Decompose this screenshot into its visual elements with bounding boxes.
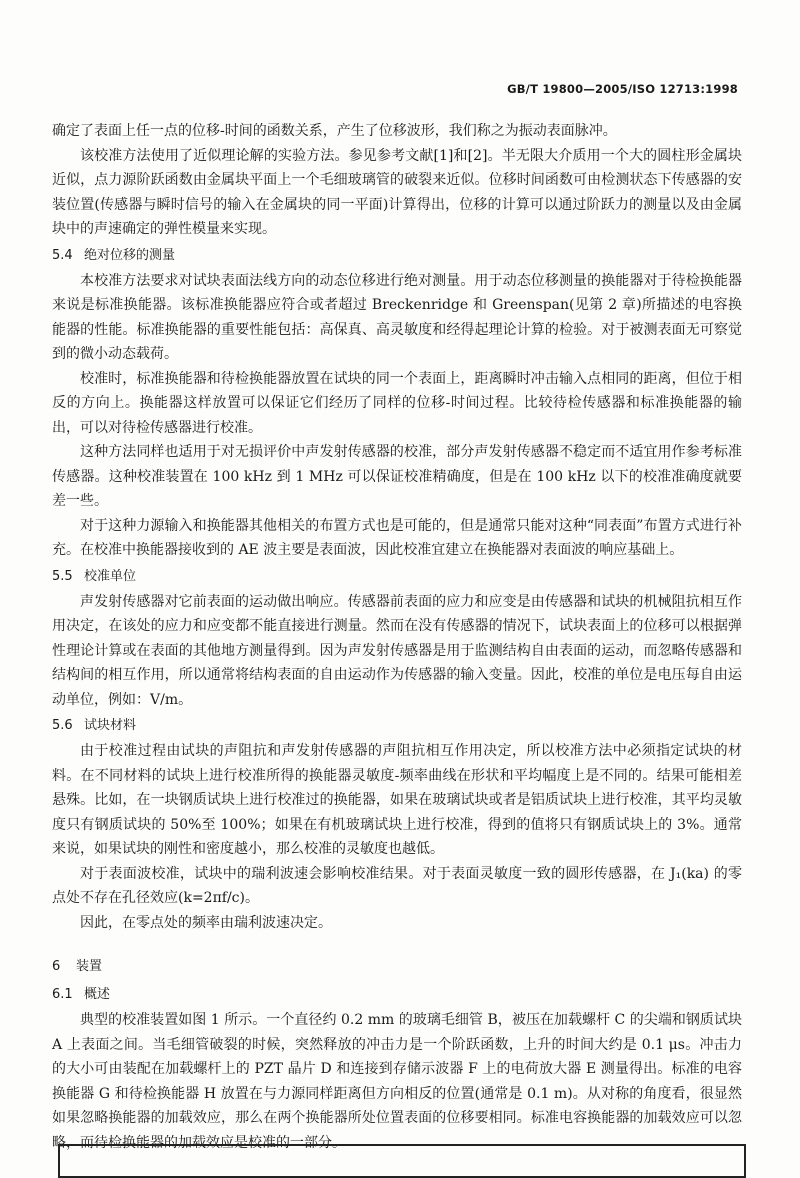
subsection-heading — [52, 242, 742, 269]
section-gap — [52, 935, 742, 943]
paragraph: 本校准方法要求对试块表面法线方向的动态位移进行绝对测量。用于动态位移测量的换能器对于待检换能器来说是标准换能器。该标准换能器应符合或者超过 Breckenridge 和 Greenspan(见第 2 章)所描述的电容换能器的性能。标准换能器的重要性能包括：高保真、高灵敏度和经得起理论计算的检验。对于被测表面无可察觉到的微小动态载荷。 — [52, 272, 742, 362]
heading-number: 5.5 — [52, 568, 73, 584]
paragraph: 对于这种力源输入和换能器其他相关的布置方式也是可能的，但是通常只能对这种“同表面”布置方式进行补充。在校准中换能器接收到的 AE 波主要是表面波，因此校准宜建立在换能器对表面波的响应基础上。 — [52, 517, 742, 558]
paragraph: 典型的校准装置如图 1 所示。一个直径约 0.2 mm 的玻璃毛细管 B，被压在加载螺杆 C 的尖端和钢质试块 A 上表面之间。当毛细管破裂的时候，突然释放的冲击力是一个阶跃函数，上升的时间大约是 0.1 μs。冲击力的大小可由装配在加载螺杆上的 PZT 晶片 D 和连接到存储示波器 F 上的电荷放大器 E 测量得出。标准的电容换能器 G 和待检换能器 H 放置在与力源同样距离但方向相反的位置(通常是 0.1 m)。从对称的角度看，很显然如果忽略换能器的加载效应，那么在两个换能器所处位置表面的位移要相同。标准电容换能器的加载效应可以忽略，而待检换能器的加载效应是校准的一部分。 — [52, 1012, 742, 1151]
document-body — [52, 119, 742, 1155]
paragraph: 对于表面波校准，试块中的瑞利波速会影响校准结果。对于表面灵敏度一致的圆形传感器，在 J₁(ka) 的零点处不存在孔径效应(k=2πf/c)。 — [52, 865, 742, 906]
paragraph: 校准时，标准换能器和待检换能器放置在试块的同一个表面上，距离瞬时冲击输入点相同的距离，但位于相反的方向上。换能器这样放置可以保证它们经历了同样的位移-时间过程。比较待检传感器和标准换能器的输出，可以对待检传感器进行校准。 — [52, 370, 742, 436]
heading-title: 装置 — [76, 959, 103, 974]
heading-number: 6.1 — [52, 987, 73, 1002]
subsection-heading — [52, 712, 742, 739]
paragraph: 这种方法同样也适用于对无损评价中声发射传感器的校准，部分声发射传感器不稳定而不适宜用作参考标准传感器。这种校准装置在 100 kHz 到 1 MHz 可以保证校准精确度，但是在 100 kHz 以下的校准准确度就要差一些。 — [52, 444, 742, 509]
paragraph: 由于校准过程由试块的声阻抗和声发射传感器的声阻抗相互作用决定，所以校准方法中必须指定试块的材料。在不同材料的试块上进行校准所得的换能器灵敏度-频率曲线在形状和平均幅度上是不同的。结果可能相差悬殊。比如，在一块钢质试块上进行校准过的换能器，如果在玻璃试块或者是铝质试块上进行校准，其平均灵敏度只有钢质试块的 50%至 100%；如果在有机玻璃试块上进行校准，得到的值将只有钢质试块上的 3%。通常来说，如果试块的刚性和密度越小，那么校准的灵敏度也越低。 — [52, 743, 742, 857]
subsection-heading — [52, 981, 742, 1008]
heading-title: 概述 — [84, 987, 111, 1002]
heading-title: 绝对位移的测量 — [84, 247, 176, 263]
heading-title: 校准单位 — [84, 568, 137, 584]
figure-frame-top — [58, 1144, 746, 1178]
heading-number: 6 — [52, 959, 61, 974]
paragraph: 因此，在零点处的频率由瑞利波速决定。 — [80, 914, 332, 931]
paragraph: 声发射传感器对它前表面的运动做出响应。传感器前表面的应力和应变是由传感器和试块的机械阻抗相互作用决定，在该处的应力和应变都不能直接进行测量。然而在没有传感器的情况下，试块表面上的位移可以根据弹性理论计算或在表面的其他地方测量得到。因为声发射传感器是用于监测结构自由表面的运动，而忽略传感器和结构间的相互作用，所以通常将结构表面的自由运动作为传感器的输入变量。因此，校准的单位是电压每自由运动单位，例如：V/m。 — [52, 593, 742, 708]
heading-number: 5.4 — [52, 247, 73, 263]
paragraph: 确定了表面上任一点的位移-时间的函数关系，产生了位移波形，我们称之为振动表面脉冲。 — [52, 123, 617, 139]
paragraph: 该校准方法使用了近似理论解的实验方法。参见参考文献[1]和[2]。半无限大介质用一个大的圆柱形金属块近似，点力源阶跃函数由金属块平面上一个毛细玻璃管的破裂来近似。位移时间函数可由检测状态下传感器的安装位置(传感器与瞬时信号的输入在金属块的同一平面)计算得出，位移的计算可以通过阶跃力的测量以及由金属块中的声速确定的弹性模量来实现。 — [52, 147, 742, 237]
standard-number-header: GB/T 19800—2005/ISO 12713:1998 — [507, 82, 738, 96]
heading-number: 5.6 — [52, 718, 73, 733]
section-heading — [52, 953, 742, 981]
heading-title: 试块材料 — [84, 718, 137, 733]
subsection-heading — [52, 563, 742, 590]
